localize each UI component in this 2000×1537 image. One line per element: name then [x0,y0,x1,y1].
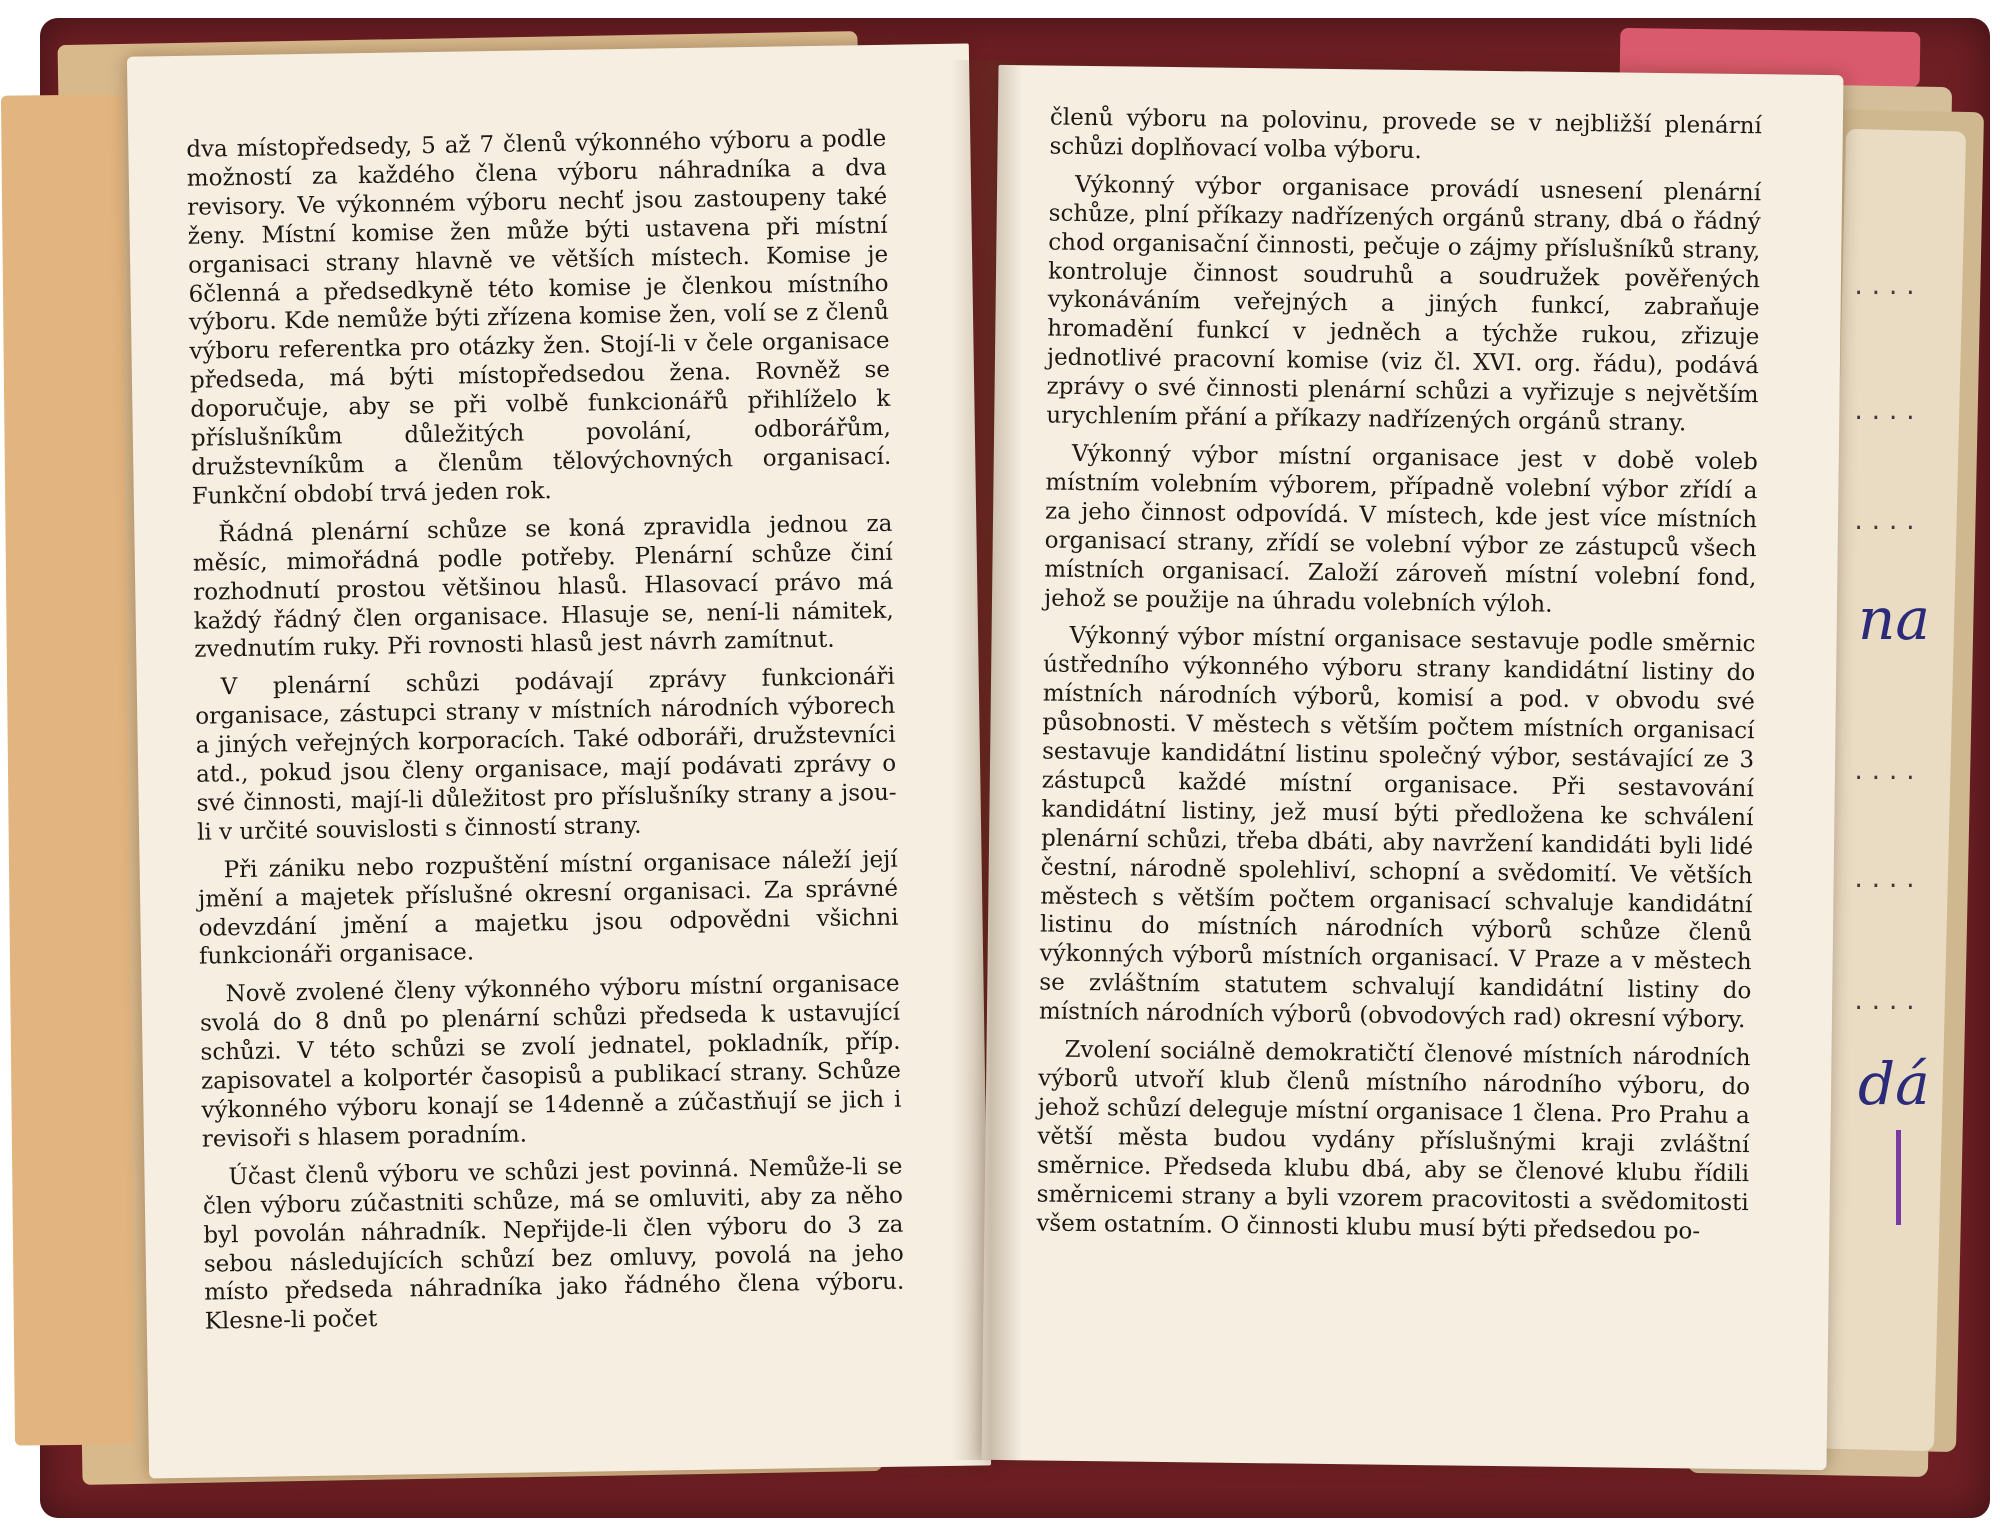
paragraph: Výkonný výbor místní organisace jest v době voleb místním volebním výborem, případně volební výbor zřídí a za jeho činnost odpovídá. V místech, kde jest více místních organisací strany, zřídí se volební výbor ze zástupců všech místních organisací. Založí zároveň místní volební fond, jehož se použije na úhradu volebních výloh. [1043,440,1758,618]
ink-stroke [1896,1130,1901,1225]
margin-dots: .... [1852,275,1921,300]
left-page [127,43,991,1478]
paragraph: dva místopředsedy, 5 až 7 členů výkonného výboru a podle možností za každého člena výboru náhradníka a dva revisory. Ve výkonném výboru nechť jsou zastoupeny také ženy. Místní komise žen může býti ustavena při místní organisaci strany hlavně ve větších místech. Komise je 6členná a předsedkyně této komise je členkou místního výboru. Kde nemůže býti zřízena komise žen, volí se z členů výboru referentka pro otázky žen. Stojí-li v čele organisace předseda, má býti místopředsedou žena. Rovněž se doporučuje, aby se při volbě funkcionářů přihlíželo k příslušníkům důležitých povolání, odborářům, družstevníkům a členům tělovýchovných organisací. Funkční období trvá jeden rok. [186,125,892,510]
margin-dots: .... [1852,760,1921,785]
paragraph: Nově zvolené členy výkonného výboru místní organisace svolá do 8 dnů po plenární schůzi předseda k ustavující schůzi. V této schůzi se zvolí jednatel, pokladník, příp. zapisovatel a kolportér časopisů a publikací strany. Schůze výkonného výboru konají se 14denně a zúčastňují se jich i revisoři s hlasem poradním. [199,971,902,1153]
book-gutter [952,60,1022,1460]
margin-dots: .... [1852,868,1921,893]
margin-dots: .... [1852,990,1921,1015]
right-page [982,65,1844,1470]
paragraph: Účast členů výboru ve schůzi jest povinná. Nemůže-li se člen výboru zúčastniti schůze, má se omluviti, aby za něho byl povolán náhradník. Nepřijde-li člen výboru do 3 za sebou následujících schůzí bez omluvy, povolá na jeho místo předseda náhradníka jako řádného člena výboru. Klesne-li počet [202,1153,905,1335]
right-page-text [1036,104,1762,1256]
paragraph: Zvolení sociálně demokratičtí členové místních národních výborů utvoří klub členů místního národního výboru, do jehož schůzí deleguje místní organisace 1 člena. Pro Prahu a větší města budou vydány příslušnými kraji zvláštní směrnice. Předseda klubu dbá, aby se členové klubu řídili směrnicemi strany a byli vzorem pracovitosti a svědomitosti všem ostatním. O činnosti klubu musí býti předsedou po- [1036,1036,1751,1245]
handwriting-mark: na [1858,585,1930,653]
paragraph: Řádná plenární schůze se koná zpravidla jednou za měsíc, mimořádná podle potřeby. Plenární schůze činí rozhodnutí prostou většinou hlasů. Hlasovací právo má každý řádný člen organisace. Hlasuje se, není-li námitek, zvednutím ruky. Při rovnosti hlasů jest návrh zamítnut. [192,510,894,664]
left-loose-leaf [1,94,135,1445]
margin-dots: .... [1852,400,1921,425]
margin-dots: .... [1852,510,1921,535]
paragraph: Při zániku nebo rozpuštění místní organisace náleží její jmění a majetek příslušné okresní organisaci. Za správné odevzdání jmění a majetku jsou odpovědni všichni funkcionáři organisace. [197,846,899,971]
left-page-text [186,125,905,1346]
paragraph: V plenární schůzi podávají zprávy funkcionáři organisace, zástupci strany v místních národních výborech a jiných veřejných korporacích. Také odboráři, družstevníci atd., pokud jsou členy organisace, mají podávati zprávy o své činnosti, mají-li důležitost pro příslušníky strany a jsou-li v určité souvislosti s činností strany. [195,664,897,846]
paragraph: Výkonný výbor organisace provádí usnesení plenární schůze, plní příkazy nadřízených orgánů strany, dbá o řádný chod organisační činnosti, pečuje o zájmy příslušníků strany, kontroluje činnost soudruhů a soudružek pověřených vykonáváním veřejných a jiných funkcí, zabraňuje hromadění funkcí v jedněch a týchže rukou, zřizuje jednotlivé pracovní komise (viz čl. XVI. org. řádu), podává zprávy o své činnosti plenární schůzi a vyřizuje s největším urychlením přání a příkazy nadřízených orgánů strany. [1046,171,1762,437]
paragraph: členů výboru na polovinu, provede se v nejbližší plenární schůzi doplňovací volba výboru. [1049,104,1763,164]
handwriting-mark: dá [1858,1050,1930,1118]
paragraph: Výkonný výbor místní organisace sestavuje podle směrnic ústředního výkonného výboru strany kandidátní listiny do místních národních výborů, komisí a pod. v obvodu své působnosti. V městech s větším počtem místních organisací sestavuje kandidátní listinu společný výbor, sestávající ze 3 zástupců každé místní organisace. Při sestavování kandidátní listiny, jež musí býti předložena ke schválení plenární schůzi, třeba dbáti, aby navržení kandidáti byli lidé čestní, národně spolehliví, schopní a svědomití. Ve větších městech s větším počtem organisací schvaluje kandidátní listinu do místních národních výborů schůze členů výkonných výborů místních organisací. V Praze a v městech se zvláštním statutem schvalují kandidátní listiny do místních národních výborů (obvodových rad) okresní výbory. [1038,623,1756,1034]
